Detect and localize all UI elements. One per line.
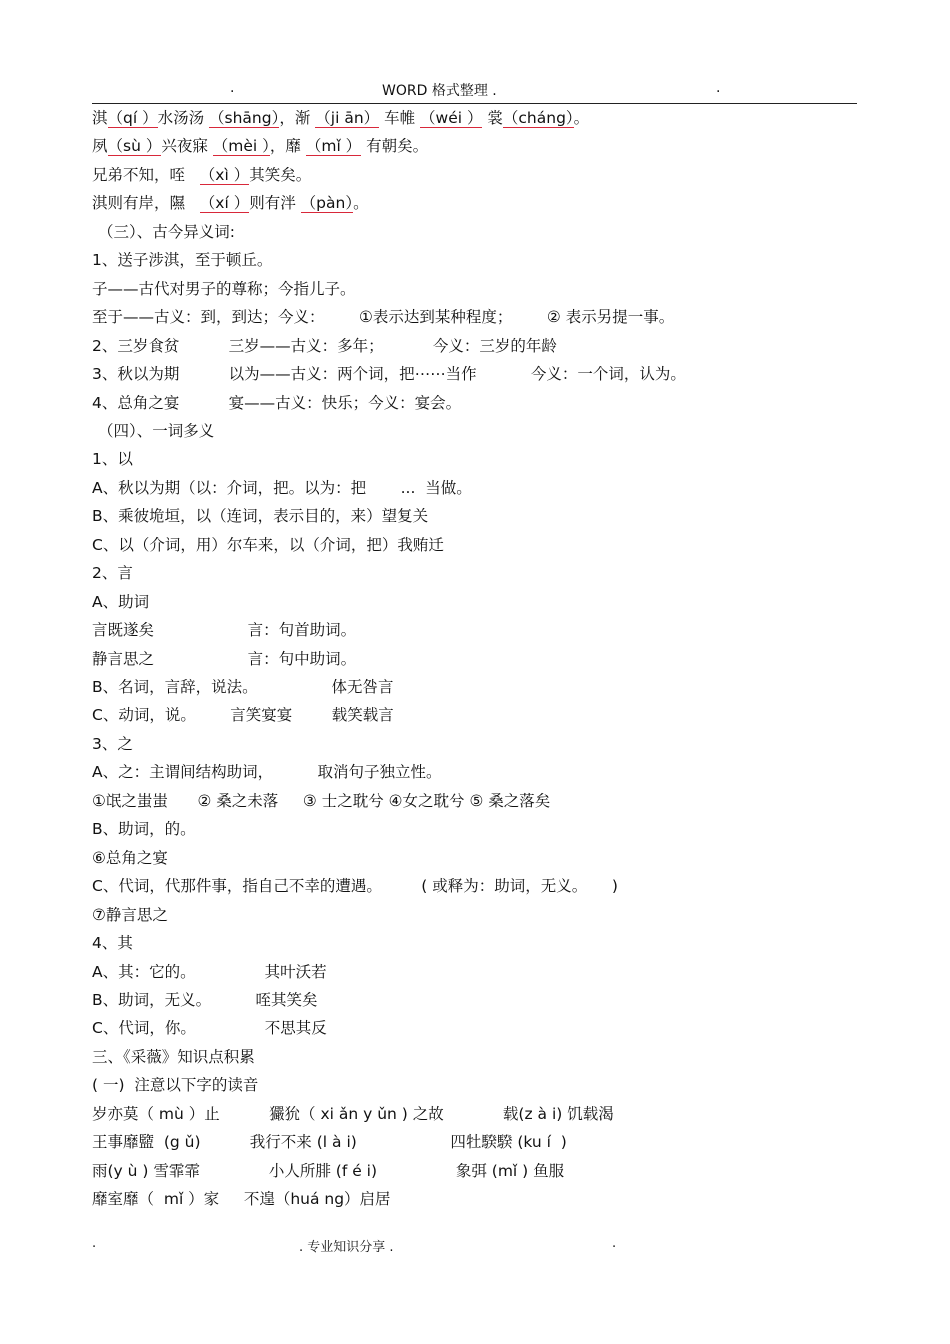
text-content: C、代词，代那件事，指自己不幸的遭遇。 ( 或释为：助词，无义。 ) (92, 877, 618, 896)
text-line (92, 364, 686, 384)
text-line (92, 108, 589, 128)
text-segment: 。 (353, 194, 369, 213)
text-segment: 裳 (482, 109, 503, 127)
text-content: 靡室靡（ mǐ ）家 不遑（huá ng）启居 (92, 1190, 391, 1209)
text-content: （三）、古今异义词: (98, 222, 235, 241)
text-content: B、助词，的。 (92, 820, 196, 839)
text-line (92, 1189, 391, 1209)
text-content: 1、送子涉淇，至于顿丘。 (92, 251, 273, 270)
text-content: ⑥总角之宴 (92, 848, 168, 867)
text-content: 子——古代对男子的尊称；今指儿子。 (92, 279, 356, 298)
text-line (92, 506, 428, 526)
text-line (92, 649, 356, 669)
footer-dot-right: . (612, 1236, 617, 1251)
text-line (92, 307, 674, 327)
text-content: B、名词，言辞，说法。 体无咎言 (92, 678, 394, 696)
text-content: C、动词，说。 言笑宴宴 载笑载言 (92, 706, 394, 725)
text-segment: 兄弟不知，咥 (92, 165, 200, 184)
text-content: B、助词，无义。 咥其笑矣 (92, 990, 318, 1009)
text-line (92, 563, 133, 583)
text-line (92, 990, 317, 1010)
text-segment: 则有泮 (249, 194, 301, 213)
pinyin-annotation: （wéi ） (420, 109, 483, 127)
text-segment: 。 (573, 109, 590, 127)
pinyin-annotation: （cháng） (502, 109, 574, 127)
text-content: 静言思之 言：句中助词。 (92, 649, 357, 668)
pinyin-annotation: （qí ） (107, 109, 158, 127)
text-line (92, 336, 557, 356)
pinyin-annotation: （ji ān） (315, 109, 380, 127)
text-content: 3、之 (92, 734, 133, 753)
pinyin-annotation: （shāng） (209, 109, 280, 127)
page-header (92, 80, 857, 104)
header-dot-right: . (716, 80, 721, 96)
text-content: 雨(y ù ) 雪霏霏 小人所腓 (f é i) 象弭 (mǐ ) 鱼服 (92, 1161, 565, 1180)
text-segment: ，渐 (279, 109, 316, 127)
text-content: （四）、一词多义 (98, 421, 215, 440)
text-line (92, 1132, 567, 1152)
text-line (92, 1161, 564, 1181)
text-content: 2、言 (92, 564, 133, 583)
text-line (92, 165, 311, 185)
text-content: ①氓之蚩蚩 ② 桑之未落 ③ 士之耽兮 ④女之耽兮 ⑤ 桑之落矣 (92, 791, 551, 810)
text-line (92, 535, 444, 555)
text-line (92, 905, 168, 925)
footer-dot-left: . (92, 1236, 97, 1251)
header-rule (92, 103, 857, 104)
pinyin-annotation: （pàn） (300, 194, 354, 213)
text-segment: 夙 (92, 137, 108, 156)
text-line (92, 762, 441, 782)
text-line (98, 222, 235, 242)
text-content: 2、三岁食贫 三岁——古义：多年； 今义：三岁的年龄 (92, 336, 557, 355)
text-segment: 有朝矣。 (361, 137, 429, 156)
text-line (92, 1047, 255, 1067)
text-segment: 兴夜寐 (161, 137, 213, 156)
text-content: C、代词，你。 不思其反 (92, 1019, 327, 1038)
text-line (92, 819, 196, 839)
text-content: 岁亦莫（ mù ）止 玁狁（ xi ǎn y ǔn ) 之故 载(z à i) 饥载渴 (92, 1104, 614, 1123)
pinyin-annotation: （mèi ） (212, 137, 270, 156)
pinyin-annotation: （sù ） (107, 137, 162, 156)
text-line (92, 962, 327, 982)
text-content: 言既遂矣 言：句首助词。 (92, 621, 357, 640)
text-line (92, 279, 356, 299)
text-content: ⑦静言思之 (92, 905, 168, 924)
header-title: WORD 格式整理 . (382, 83, 497, 99)
text-content: A、秋以为期（以：介词，把。以为：把 ... 当做。 (92, 478, 472, 497)
footer-text: . 专业知识分享 . (299, 1240, 394, 1255)
text-line (92, 250, 272, 270)
text-content: B、乘彼垝垣，以（连词，表示目的，来）望复关 (92, 507, 429, 526)
text-line (92, 1075, 258, 1095)
text-segment: 水汤汤 (157, 109, 210, 127)
text-content: 王事靡盬 (g ǔ) 我行不来 (l à i) 四牡騤騤 (ku í ) (92, 1133, 567, 1152)
text-content: 3、秋以为期 以为——古义：两个词，把⋯⋯当作 今义：一个词，认为。 (92, 365, 686, 384)
text-segment: 其笑矣。 (249, 165, 312, 184)
text-segment: ，靡 (269, 137, 306, 156)
text-content: 1、以 (92, 450, 133, 469)
text-segment: 淇则有岸，隰 (92, 194, 200, 213)
text-content: 三、《采薇》知识点积累 (92, 1047, 255, 1066)
text-line (92, 705, 394, 725)
pinyin-annotation: （xí ） (199, 194, 250, 213)
text-content: 4、其 (92, 934, 133, 952)
text-line (92, 393, 461, 413)
text-content: A、其：它的。 其叶沃若 (92, 962, 327, 981)
text-line (98, 421, 214, 441)
text-line (92, 449, 133, 469)
text-line (92, 136, 428, 156)
text-line (92, 620, 356, 640)
text-content: A、助词 (92, 592, 150, 611)
text-line (92, 791, 550, 811)
text-line (92, 933, 133, 953)
text-line (92, 876, 618, 896)
text-line (92, 848, 168, 868)
text-content: 4、总角之宴 宴——古义：快乐；今义：宴会。 (92, 393, 462, 412)
text-segment: 淇 (92, 109, 108, 127)
text-line (92, 1018, 327, 1038)
text-line (92, 193, 369, 213)
text-line (92, 677, 394, 697)
pinyin-annotation: （mǐ ） (305, 137, 362, 156)
text-line (92, 734, 133, 754)
pinyin-annotation: （xì ） (199, 165, 250, 184)
text-line (92, 478, 472, 498)
text-content: ( 一) 注意以下字的读音 (92, 1076, 259, 1095)
text-content: A、之：主谓间结构助词， 取消句子独立性。 (92, 763, 442, 782)
text-content: C、以（介词，用）尔车来，以（介词，把）我贿迁 (92, 535, 444, 554)
text-line (92, 1104, 614, 1124)
text-segment: 车帷 (379, 109, 421, 127)
text-content: 至于——古义：到，到达；今义： ①表示达到某种程度； ② 表示另提一事。 (92, 308, 675, 327)
header-dot-left: . (230, 80, 235, 96)
text-line (92, 592, 149, 612)
